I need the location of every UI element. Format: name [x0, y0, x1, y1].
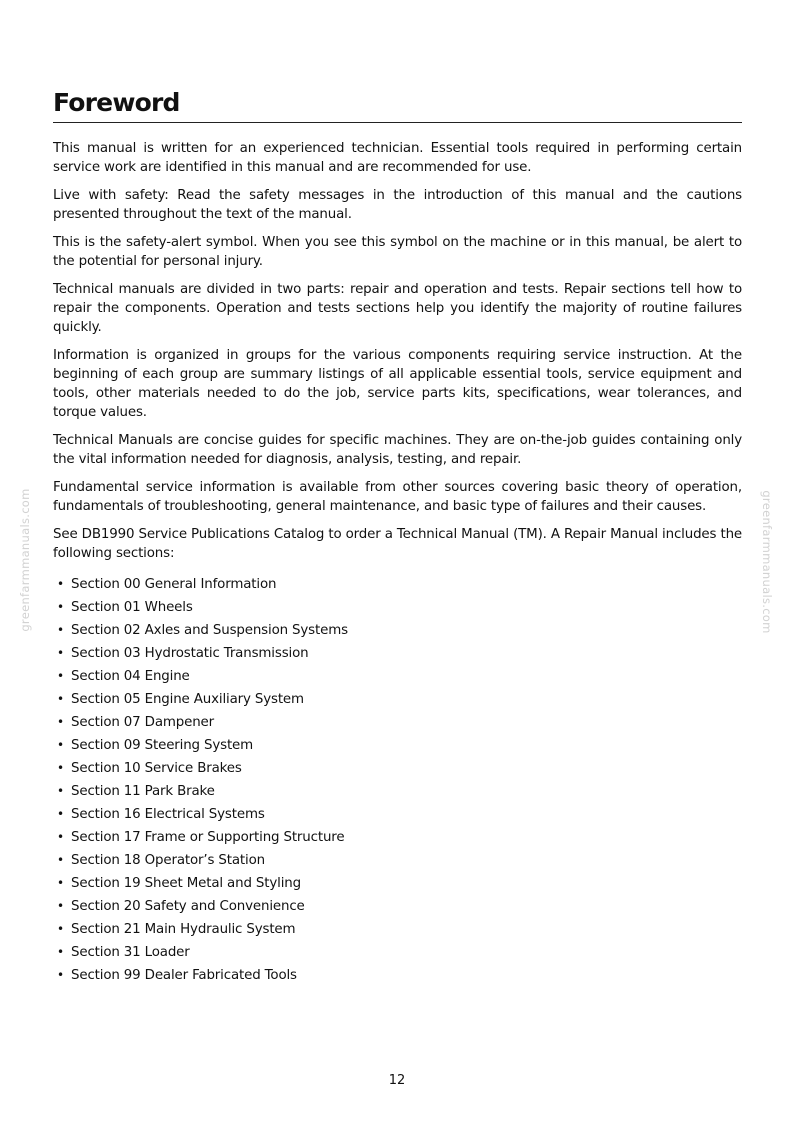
list-item: [57, 711, 742, 734]
bullet-icon: •: [57, 669, 64, 683]
list-item: [57, 596, 742, 619]
paragraph-manual-parts: Technical manuals are divided in two parts: repair and operation and tests. Repair sections tell how to repair the components. Operation and tests sections help you identify the majority of routine failures quickly.: [53, 282, 742, 335]
paragraph-catalog: See DB1990 Service Publications Catalog to order a Technical Manual (TM). A Repair Manual includes the following sections:: [53, 527, 742, 561]
page-title: Foreword: [53, 88, 180, 117]
bullet-icon: •: [57, 968, 64, 982]
watermark-left: greenfarmmanuals.com: [18, 488, 32, 632]
title-divider: [53, 122, 742, 123]
bullet-icon: •: [57, 899, 64, 913]
paragraph-organization: Information is organized in groups for the various components requiring service instruction. At the beginning of each group are summary listings of all applicable essential tools, service equipment and tools, other materials needed to do the job, service parts kits, specifications, wear tolerances, and torque values.: [53, 348, 742, 420]
list-item: [57, 780, 742, 803]
bullet-icon: •: [57, 853, 64, 867]
list-item-label: Section 99 Dealer Fabricated Tools: [71, 968, 297, 983]
list-item-label: Section 11 Park Brake: [71, 784, 215, 799]
list-item: [57, 688, 742, 711]
section-list: [53, 573, 742, 987]
list-item: [57, 918, 742, 941]
list-item-label: Section 04 Engine: [71, 669, 190, 684]
paragraph-safety: Live with safety: Read the safety messages in the introduction of this manual and the cautions presented throughout the text of the manual.: [53, 188, 742, 222]
bullet-icon: •: [57, 623, 64, 637]
paragraph-safety-alert: This is the safety-alert symbol. When you see this symbol on the machine or in this manual, be alert to the potential for personal injury.: [53, 235, 742, 269]
list-item-label: Section 10 Service Brakes: [71, 761, 242, 776]
list-item-label: Section 01 Wheels: [71, 600, 193, 615]
bullet-icon: •: [57, 922, 64, 936]
list-item-label: Section 00 General Information: [71, 577, 277, 592]
bullet-icon: •: [57, 646, 64, 660]
list-item: [57, 941, 742, 964]
list-item: [57, 757, 742, 780]
bullet-icon: •: [57, 761, 64, 775]
list-item: [57, 849, 742, 872]
list-item: [57, 826, 742, 849]
paragraph-intro: This manual is written for an experienced technician. Essential tools required in performing certain service work are identified in this manual and are recommended for use.: [53, 141, 742, 175]
list-item: [57, 734, 742, 757]
list-item-label: Section 02 Axles and Suspension Systems: [71, 623, 348, 638]
list-item: [57, 665, 742, 688]
page-number: 12: [388, 1073, 406, 1088]
bullet-icon: •: [57, 784, 64, 798]
list-item-label: Section 09 Steering System: [71, 738, 254, 753]
list-item: [57, 872, 742, 895]
list-item-label: Section 19 Sheet Metal and Styling: [71, 876, 301, 891]
list-item-label: Section 20 Safety and Convenience: [71, 899, 305, 914]
watermark-right: greenfarmmanuals.com: [760, 490, 774, 634]
list-item: [57, 619, 742, 642]
bullet-icon: •: [57, 807, 64, 821]
bullet-icon: •: [57, 715, 64, 729]
bullet-icon: •: [57, 945, 64, 959]
list-item: [57, 642, 742, 665]
paragraph-fundamentals: Fundamental service information is available from other sources covering basic theory of operation, fundamentals of troubleshooting, general maintenance, and basic type of failures and their causes.: [53, 480, 742, 514]
paragraph-guides: Technical Manuals are concise guides for specific machines. They are on-the-job guides containing only the vital information needed for diagnosis, analysis, testing, and repair.: [53, 433, 742, 467]
list-item-label: Section 03 Hydrostatic Transmission: [71, 646, 309, 661]
list-item-label: Section 07 Dampener: [71, 715, 214, 730]
list-item: [57, 964, 742, 987]
bullet-icon: •: [57, 692, 64, 706]
bullet-icon: •: [57, 600, 64, 614]
list-item-label: Section 17 Frame or Supporting Structure: [71, 830, 345, 845]
list-item: [57, 573, 742, 596]
list-item-label: Section 31 Loader: [71, 945, 190, 960]
list-item-label: Section 05 Engine Auxiliary System: [71, 692, 304, 707]
document-page: [53, 86, 742, 986]
bullet-icon: •: [57, 876, 64, 890]
bullet-icon: •: [57, 577, 64, 591]
list-item: [57, 895, 742, 918]
list-item: [57, 803, 742, 826]
bullet-icon: •: [57, 830, 64, 844]
bullet-icon: •: [57, 738, 64, 752]
list-item-label: Section 21 Main Hydraulic System: [71, 922, 296, 937]
list-item-label: Section 18 Operator’s Station: [71, 853, 265, 868]
list-item-label: Section 16 Electrical Systems: [71, 807, 265, 822]
